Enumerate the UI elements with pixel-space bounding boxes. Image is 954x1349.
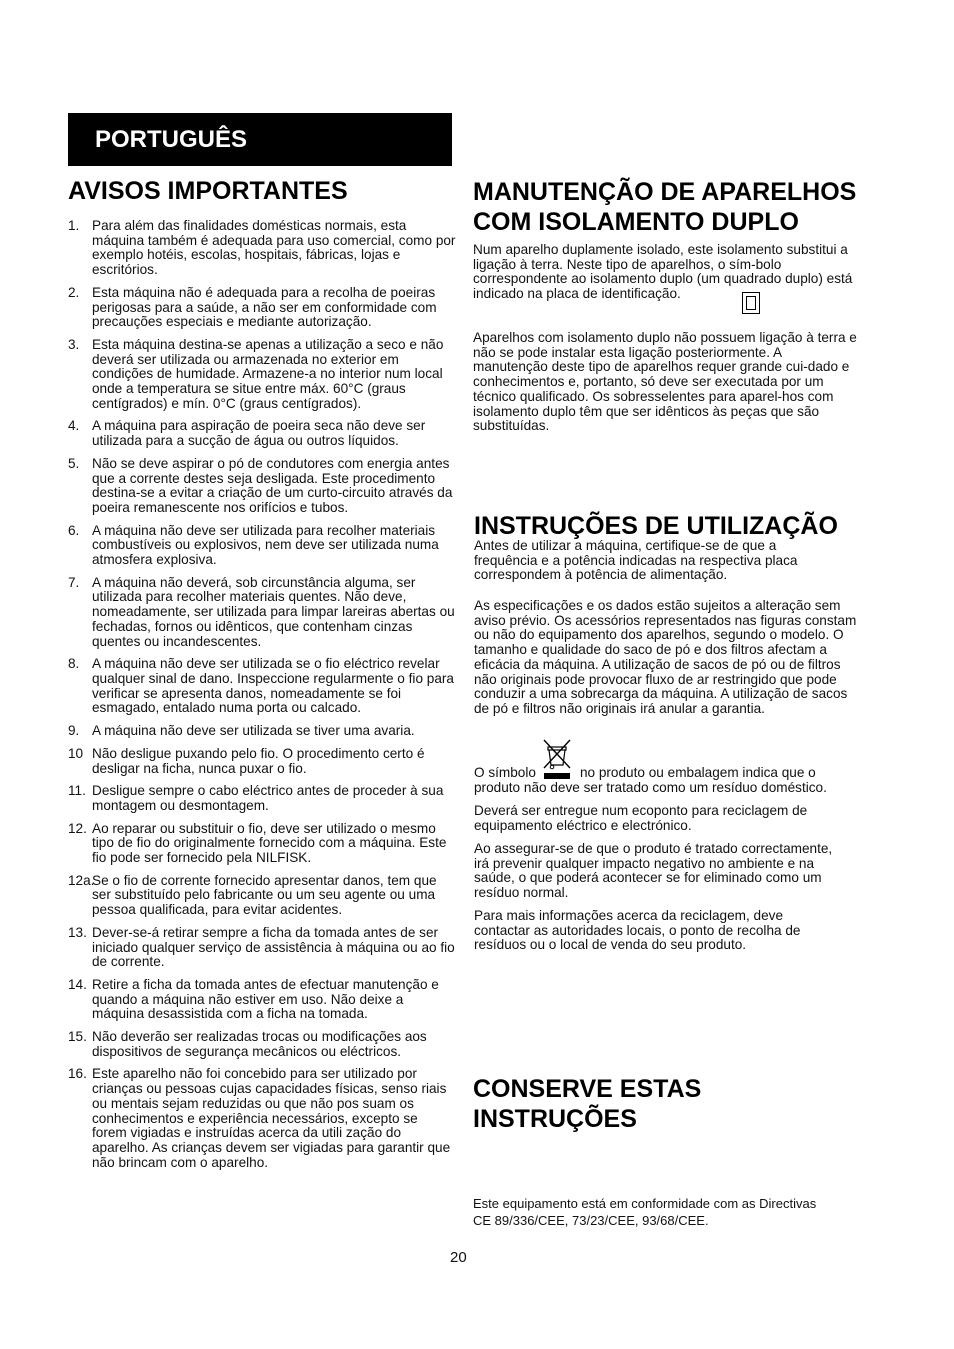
- list-item-number: 3.: [68, 336, 80, 352]
- maintenance-heading: [473, 177, 856, 237]
- list-item-text: A máquina não deverá, sob circunstância alguma, ser utilizada para recolher materiais quentes. Não deve, nomeadamente, ser utilizada para limpar lareiras abertas ou fechadas, fornos ou idênticos, que contenham cinzas quentes ou incandescentes.: [92, 574, 455, 649]
- list-item-text: Para além das finalidades domésticas normais, esta máquina também é adequada para uso comercial, como por exemplo hotéis, escolas, hospitais, fábricas, lojas e escritórios.: [92, 218, 456, 278]
- page-number: 20: [450, 1249, 467, 1266]
- warnings-list: [68, 219, 456, 1178]
- list-item-number: 12.: [68, 820, 87, 836]
- list-item-number: 12a.: [68, 872, 95, 888]
- list-item-number: 15.: [68, 1029, 87, 1045]
- instructions-paragraph-4: Deverá ser entregue num ecoponto para reciclagem de equipamento eléctrico e electrónico.: [474, 803, 808, 833]
- list-item: [68, 657, 456, 716]
- conserve-heading-line2: INSTRUÇÕES: [473, 1105, 637, 1133]
- list-item: [68, 978, 456, 1022]
- instructions-paragraph-2: As especificações e os dados estão sujeitos a alteração sem aviso prévio. Os acessórios representados nas figuras constam ou não do equipamento dos aparelhos, segundo o modelo. O tamanho e qualidade do saco de pó e dos filtros afectam a eficácia da máquina. A utilização de sacos de pó ou de filtros não originais pode provocar fluxo de ar restringido que pode conduzir a uma sobrecarga da máquina. A utilização de sacos de pó e filtros não originais irá anular a garantia.: [474, 598, 857, 716]
- list-item-number: 7.: [68, 574, 80, 590]
- list-item-text: A máquina não deve ser utilizada para recolher materiais combustíveis ou explosivos, nem deve ser utilizada numa atmosfera explosiva.: [92, 522, 439, 568]
- list-item-number: 13.: [68, 924, 87, 940]
- symbol-text-before: O símbolo: [474, 765, 536, 780]
- list-item: [68, 219, 456, 278]
- list-item-text: Retire a ficha da tomada antes de efectuar manutenção e quando a máquina não estiver em uso. Não deixe a máquina desassistida com a ficha na tomada.: [92, 976, 439, 1022]
- list-item: [68, 747, 456, 776]
- list-item: [68, 724, 456, 739]
- maintenance-heading-line1: MANUTENÇÃO DE APARELHOS: [473, 178, 857, 206]
- list-item: [68, 576, 456, 650]
- list-item-number: 11.: [68, 783, 86, 799]
- list-item-number: 14.: [68, 976, 87, 992]
- list-item: [68, 286, 456, 330]
- list-item-text: A máquina não deve ser utilizada se tiver uma avaria.: [92, 723, 415, 739]
- important-warnings-heading: AVISOS IMPORTANTES: [68, 177, 348, 205]
- maintenance-paragraph-1: Num aparelho duplamente isolado, este isolamento substitui a ligação à terra. Neste tipo de aparelhos, o sím-bolo correspondente ao isolamento duplo (um quadrado duplo) está indicado na placa de identificação.: [473, 242, 853, 302]
- maintenance-paragraph-2: Aparelhos com isolamento duplo não possuem ligação à terra e não se pode instalar esta ligação posteriormente. A manutenção deste tipo de aparelhos requer grande cui-dado e conhecimentos e, portanto, só deve ser executada por um técnico qualificado. Os sobresselentes para aparel-hos com isolamento duplo têm que ser idênticos às peças que são substituídas.: [473, 330, 857, 434]
- list-item-number: 16.: [68, 1066, 87, 1082]
- list-item: [68, 524, 456, 568]
- list-item-text: Não deverão ser realizadas trocas ou modificações aos dispositivos de segurança mecânicos ou eléctricos.: [92, 1029, 427, 1059]
- list-item-text: Se o fio de corrente fornecido apresentar danos, tem que ser substituído pelo fabricante ou um seu agente ou uma pessoa qualificada, para evitar acidentes.: [92, 872, 437, 918]
- instructions-heading: INSTRUÇÕES DE UTILIZAÇÃO: [474, 512, 838, 540]
- conserve-heading: [473, 1074, 701, 1134]
- list-item-text: A máquina não deve ser utilizada se o fio eléctrico revelar qualquer sinal de dano. Inspeccione regularmente o fio para verificar se apresenta danos, nomeadamente se foi esmagado, entalado numa porta ou calcado.: [92, 656, 454, 716]
- list-item-number: 6.: [68, 522, 80, 538]
- list-item-number: 1.: [68, 218, 80, 233]
- list-item: [68, 822, 456, 866]
- list-item: [68, 784, 456, 813]
- list-item-text: A máquina para aspiração de poeira seca não deve ser utilizada para a sucção de água ou outros líquidos.: [92, 418, 426, 449]
- compliance-line2: CE 89/336/CEE, 73/23/CEE, 93/68/CEE.: [473, 1213, 709, 1228]
- instructions-paragraph-6: Para mais informações acerca da reciclagem, deve contactar as autoridades locais, o ponto de recolha de resíduos ou o local de venda do seu produto.: [474, 908, 801, 953]
- list-item-text: Este aparelho não foi concebido para ser utilizado por crianças ou pessoas cujas capacidades físicas, senso riais ou mentais sejam reduzidas ou que não pos suam os conhecimentos e experiência necessários, excepto se forem vigiadas e instruídas acerca da utili zação do aparelho. As crianças devem ser vigiadas para garantir que não brincam com o aparelho.: [92, 1066, 451, 1170]
- list-item-text: Ao reparar ou substituir o fio, deve ser utilizado o mesmo tipo de fio do originalmente fornecido com a máquina. Este fio pode ser fornecido pela NILFISK.: [92, 820, 447, 866]
- list-item: [68, 457, 456, 516]
- list-item: [68, 1030, 456, 1059]
- instructions-paragraph-3: [474, 766, 874, 795]
- list-item-text: Não se deve aspirar o pó de condutores com energia antes que a corrente destes seja desligada. Este procedimento destina-se a evitar a criação de um curto-circuito através da poeira remanescente nos orifícios e tubos.: [92, 455, 453, 515]
- list-item: [68, 926, 456, 970]
- maintenance-heading-line2: COM ISOLAMENTO DUPLO: [473, 208, 799, 236]
- list-item-number: 5.: [68, 455, 80, 471]
- list-item-text: Esta máquina destina-se apenas a utilização a seco e não deverá ser utilizada ou armazenada no exterior em condições de humidade. Armazene-a no interior num local onde a temperatura se situe entre máx. 60°C (graus centígrados) e mín. 0°C (graus centígrados).: [92, 336, 444, 411]
- symbol-text-after: no produto ou embalagem indica que o: [579, 765, 816, 780]
- compliance-statement: [473, 1195, 873, 1229]
- list-item-number: 2.: [68, 284, 80, 300]
- list-item-number: 9.: [68, 723, 80, 739]
- symbol-text-line2: produto não deve ser tratado como um resíduo doméstico.: [474, 779, 827, 795]
- list-item-number: 4.: [68, 418, 80, 434]
- compliance-line1: Este equipamento está em conformidade com as Directivas: [473, 1196, 817, 1211]
- list-item: [68, 1067, 456, 1170]
- conserve-heading-line1: CONSERVE ESTAS: [473, 1075, 702, 1103]
- list-item-number: 8.: [68, 656, 80, 672]
- list-item-text: Não desligue puxando pelo fio. O procedimento certo é desligar na ficha, nunca puxar o fio.: [92, 745, 425, 776]
- instructions-paragraph-1: Antes de utilizar a máquina, certifique-se de que a frequência e a potência indicadas na respectiva placa correspondem à potência de alimentação.: [474, 538, 798, 583]
- list-item: [68, 338, 456, 412]
- list-item-number: 10: [68, 745, 84, 761]
- instructions-paragraph-5: Ao assegurar-se de que o produto é tratado correctamente, irá prevenir qualquer impacto negativo no ambiente e na saúde, o que poderá acontecer se for eliminado como um resíduo normal.: [474, 841, 833, 901]
- list-item: [68, 419, 456, 448]
- list-item-text: Esta máquina não é adequada para a recolha de poeiras perigosas para a saúde, a não ser em conformidade com precauções especiais e mediante autorização.: [92, 284, 437, 330]
- list-item: [68, 874, 456, 918]
- list-item-text: Desligue sempre o cabo eléctrico antes de proceder à sua montagem ou desmontagem.: [92, 783, 444, 813]
- list-item-text: Dever-se-á retirar sempre a ficha da tomada antes de ser iniciado qualquer serviço de assistência à máquina ou ao fio de corrente.: [92, 924, 455, 970]
- double-square-icon: [742, 292, 760, 314]
- language-banner: PORTUGUÊS: [68, 113, 452, 166]
